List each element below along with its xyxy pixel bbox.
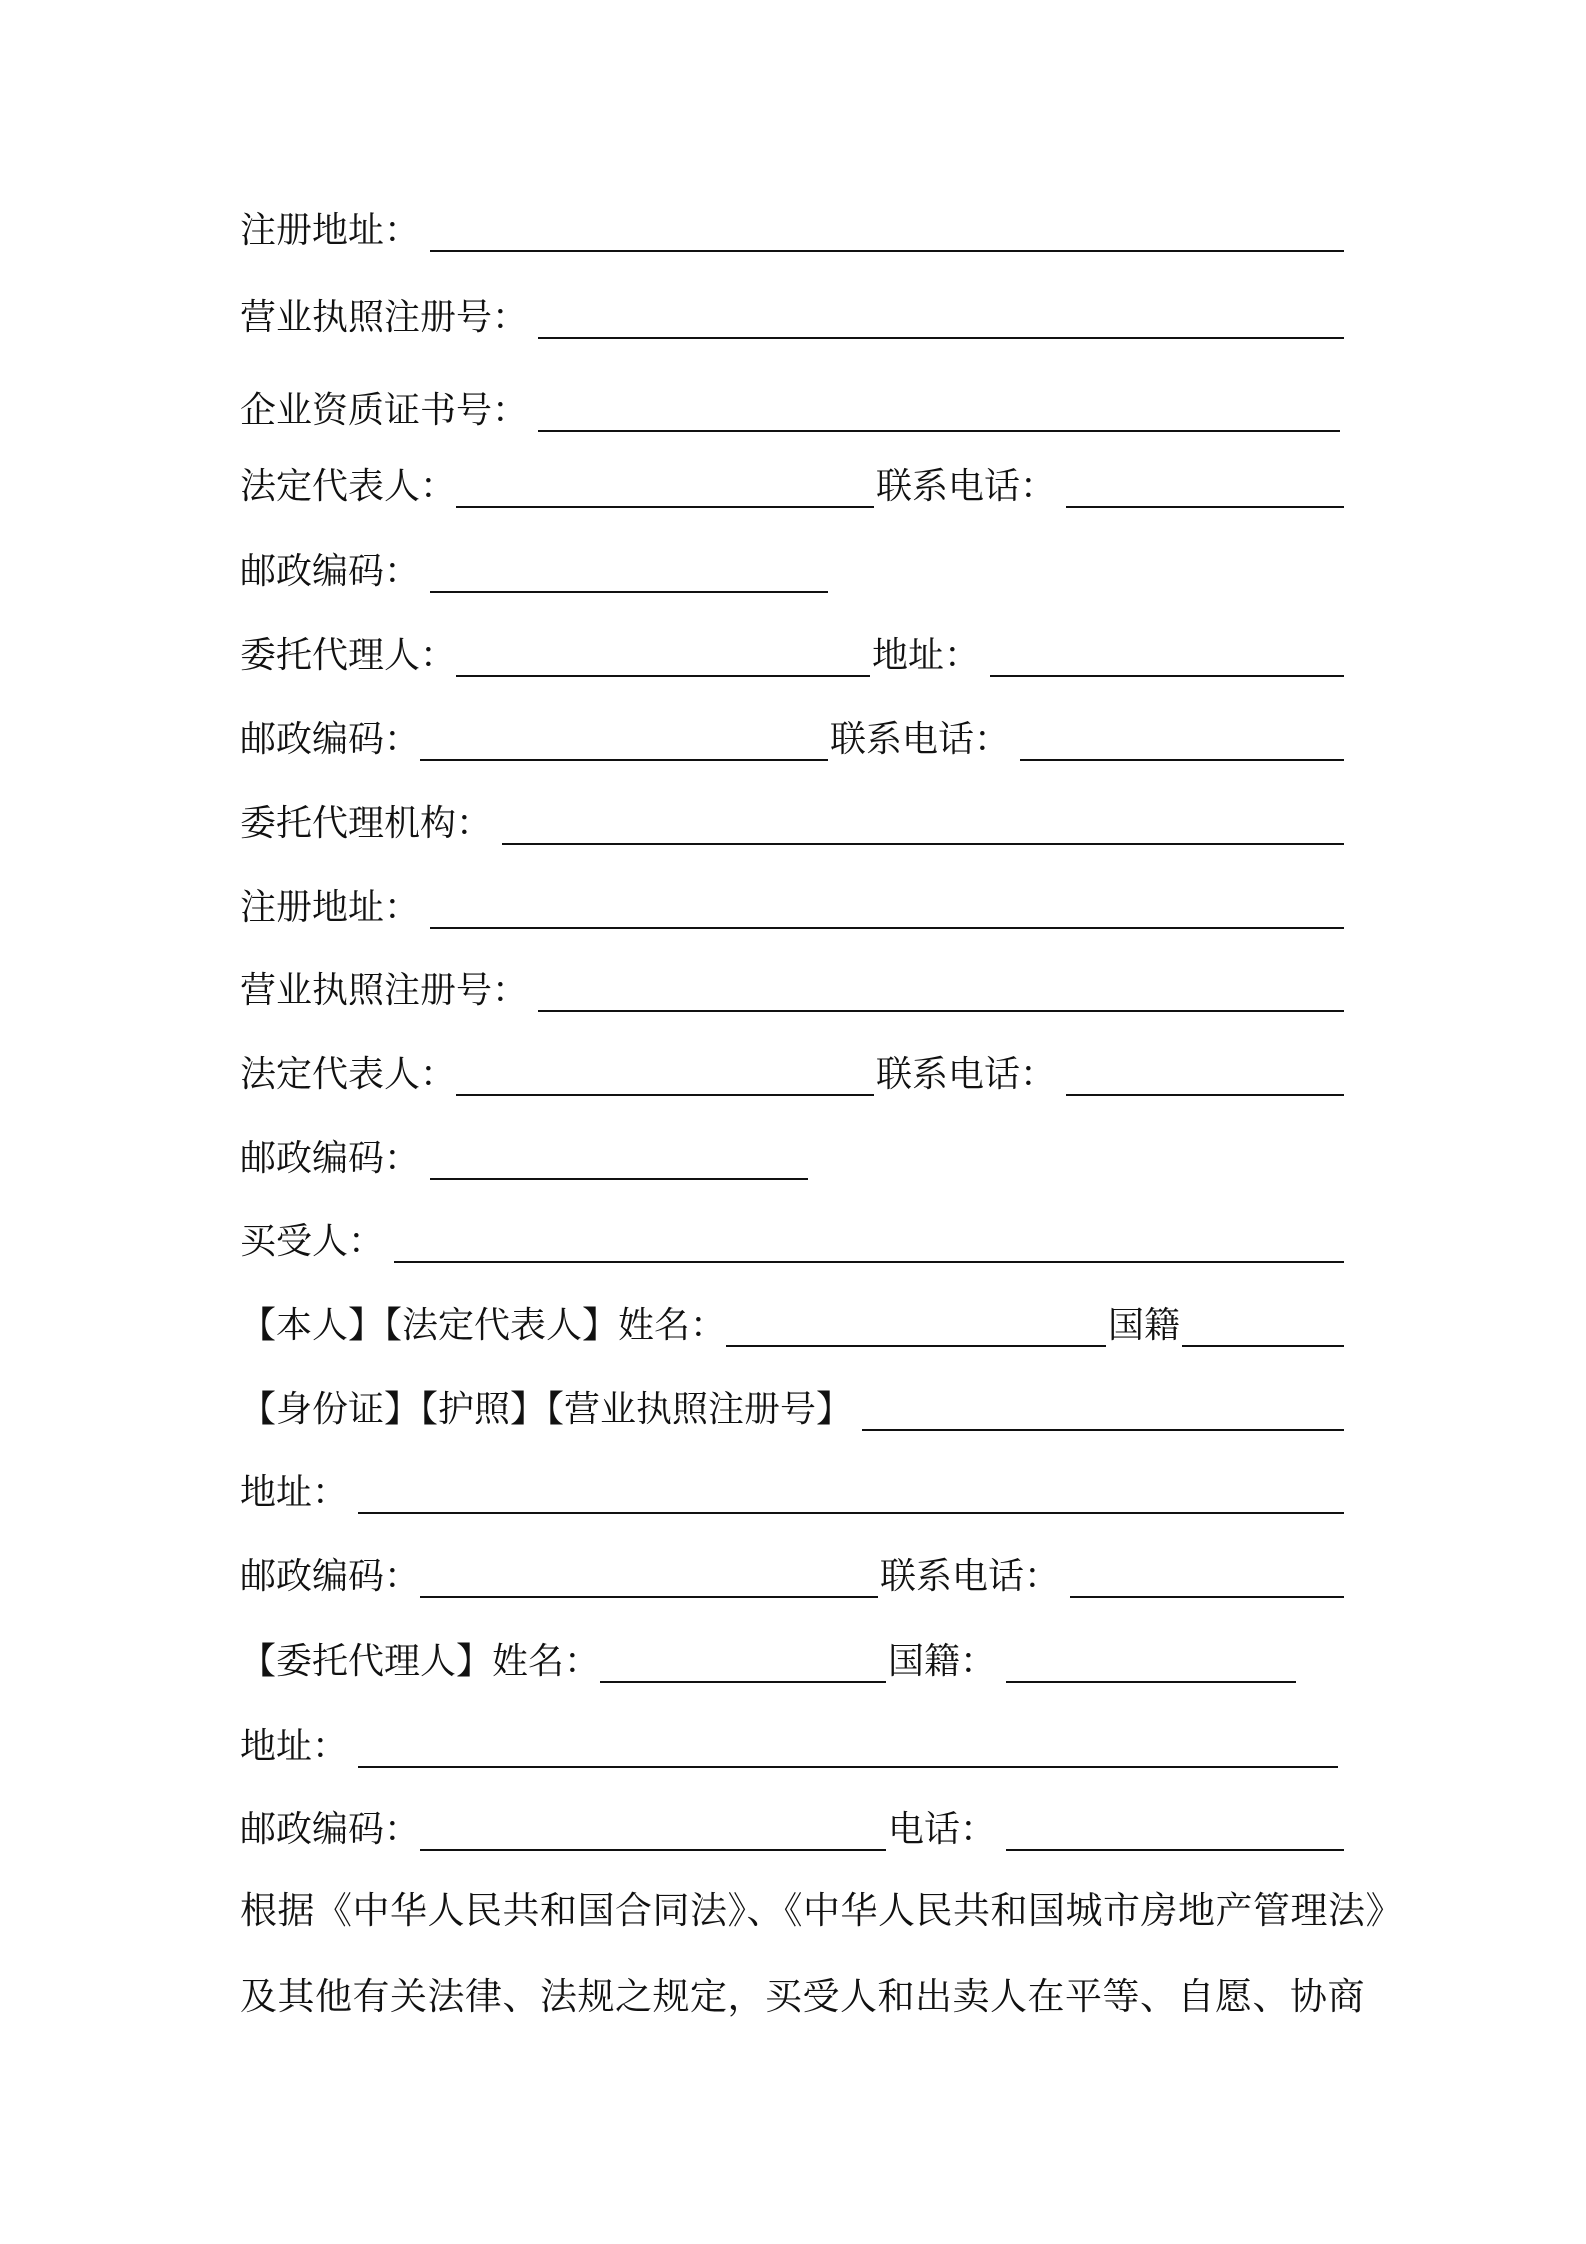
label-agency: 委托代理机构：: [240, 803, 493, 844]
nationality-field[interactable]: [1182, 1345, 1344, 1347]
legal-basis-paragraph-line-1: 根据《中华人民共和国合同法》、《中华人民共和国城市房地产管理法》: [240, 1889, 1403, 1932]
agency-registered-address-row: [240, 872, 1346, 932]
phone-field[interactable]: [1020, 759, 1344, 761]
label-postcode: 邮政编码：: [240, 719, 421, 760]
buyer-row: [240, 1206, 1346, 1266]
buyer-agent-address-row: [240, 1711, 1340, 1771]
seller-agent-postcode-row: [240, 704, 1346, 764]
agent-address-field[interactable]: [990, 675, 1344, 677]
legal-representative-field[interactable]: [456, 1094, 874, 1096]
label-legal-representative: 法定代表人：: [240, 1054, 457, 1095]
phone-field[interactable]: [1066, 1094, 1344, 1096]
buyer-name-field[interactable]: [726, 1345, 1106, 1347]
seller-legal-rep-row: [240, 451, 1346, 511]
phone-field[interactable]: [1006, 1849, 1344, 1851]
qualification-number-field[interactable]: [538, 430, 1340, 432]
agent-field[interactable]: [456, 675, 870, 677]
address-field[interactable]: [358, 1512, 1344, 1514]
buyer-agent-row: [240, 1626, 1298, 1686]
license-number-field[interactable]: [538, 1010, 1344, 1012]
postcode-field[interactable]: [430, 591, 828, 593]
agency-row: [240, 788, 1346, 848]
label-agent-address: 地址：: [872, 635, 981, 676]
label-buyer-agent-name: 【委托代理人】姓名：: [240, 1641, 601, 1682]
buyer-agent-name-field[interactable]: [600, 1681, 886, 1683]
label-postcode: 邮政编码：: [240, 1556, 421, 1597]
registered-address-field[interactable]: [430, 927, 1344, 929]
label-buyer: 买受人：: [240, 1221, 385, 1262]
label-qualification-number: 企业资质证书号：: [240, 390, 529, 431]
label-postcode: 邮政编码：: [240, 1809, 421, 1850]
label-phone: 联系电话：: [880, 1556, 1061, 1597]
label-license-number: 营业执照注册号：: [240, 970, 529, 1011]
label-address: 地址：: [240, 1726, 349, 1767]
label-registered-address: 注册地址：: [240, 887, 421, 928]
seller-registered-address-row: [240, 195, 1346, 255]
buyer-agent-postcode-row: [240, 1794, 1346, 1854]
buyer-id-row: [240, 1374, 1346, 1434]
buyer-field[interactable]: [394, 1261, 1344, 1263]
label-buyer-name: 【本人】【法定代表人】姓名：: [240, 1305, 727, 1346]
seller-license-row: [240, 282, 1346, 342]
postcode-field[interactable]: [430, 1178, 808, 1180]
label-phone: 联系电话：: [876, 466, 1057, 507]
postcode-field[interactable]: [420, 1596, 878, 1598]
label-legal-representative: 法定代表人：: [240, 466, 457, 507]
nationality-field[interactable]: [1006, 1681, 1296, 1683]
label-phone: 电话：: [888, 1809, 997, 1850]
label-address: 地址：: [240, 1472, 349, 1513]
buyer-postcode-row: [240, 1541, 1346, 1601]
agency-license-row: [240, 955, 1346, 1015]
label-agent: 委托代理人：: [240, 635, 457, 676]
postcode-field[interactable]: [420, 759, 828, 761]
label-registered-address: 注册地址：: [240, 210, 421, 251]
legal-basis-paragraph-line-2: 及其他有关法律、法规之规定，买受人和出卖人在平等、自愿、协商: [240, 1975, 1365, 2018]
label-nationality: 国籍: [1108, 1305, 1181, 1346]
registered-address-field[interactable]: [430, 250, 1344, 252]
label-license-number: 营业执照注册号：: [240, 297, 529, 338]
postcode-field[interactable]: [420, 1849, 886, 1851]
id-document-field[interactable]: [862, 1429, 1344, 1431]
seller-agent-row: [240, 620, 1346, 680]
legal-representative-field[interactable]: [456, 506, 874, 508]
agency-postcode-row: [240, 1123, 1346, 1183]
buyer-name-row: [240, 1290, 1346, 1350]
label-phone: 联系电话：: [830, 719, 1011, 760]
label-postcode: 邮政编码：: [240, 1138, 421, 1179]
qualification-row: [240, 375, 1342, 435]
label-nationality: 国籍：: [888, 1641, 997, 1682]
agency-legal-rep-row: [240, 1039, 1346, 1099]
label-id-document: 【身份证】【护照】【营业执照注册号】: [240, 1389, 853, 1430]
license-number-field[interactable]: [538, 337, 1344, 339]
seller-postcode-row: [240, 536, 1346, 596]
label-postcode: 邮政编码：: [240, 551, 421, 592]
phone-field[interactable]: [1066, 506, 1344, 508]
address-field[interactable]: [358, 1766, 1338, 1768]
agency-field[interactable]: [502, 843, 1344, 845]
buyer-address-row: [240, 1457, 1346, 1517]
phone-field[interactable]: [1070, 1596, 1344, 1598]
label-phone: 联系电话：: [876, 1054, 1057, 1095]
